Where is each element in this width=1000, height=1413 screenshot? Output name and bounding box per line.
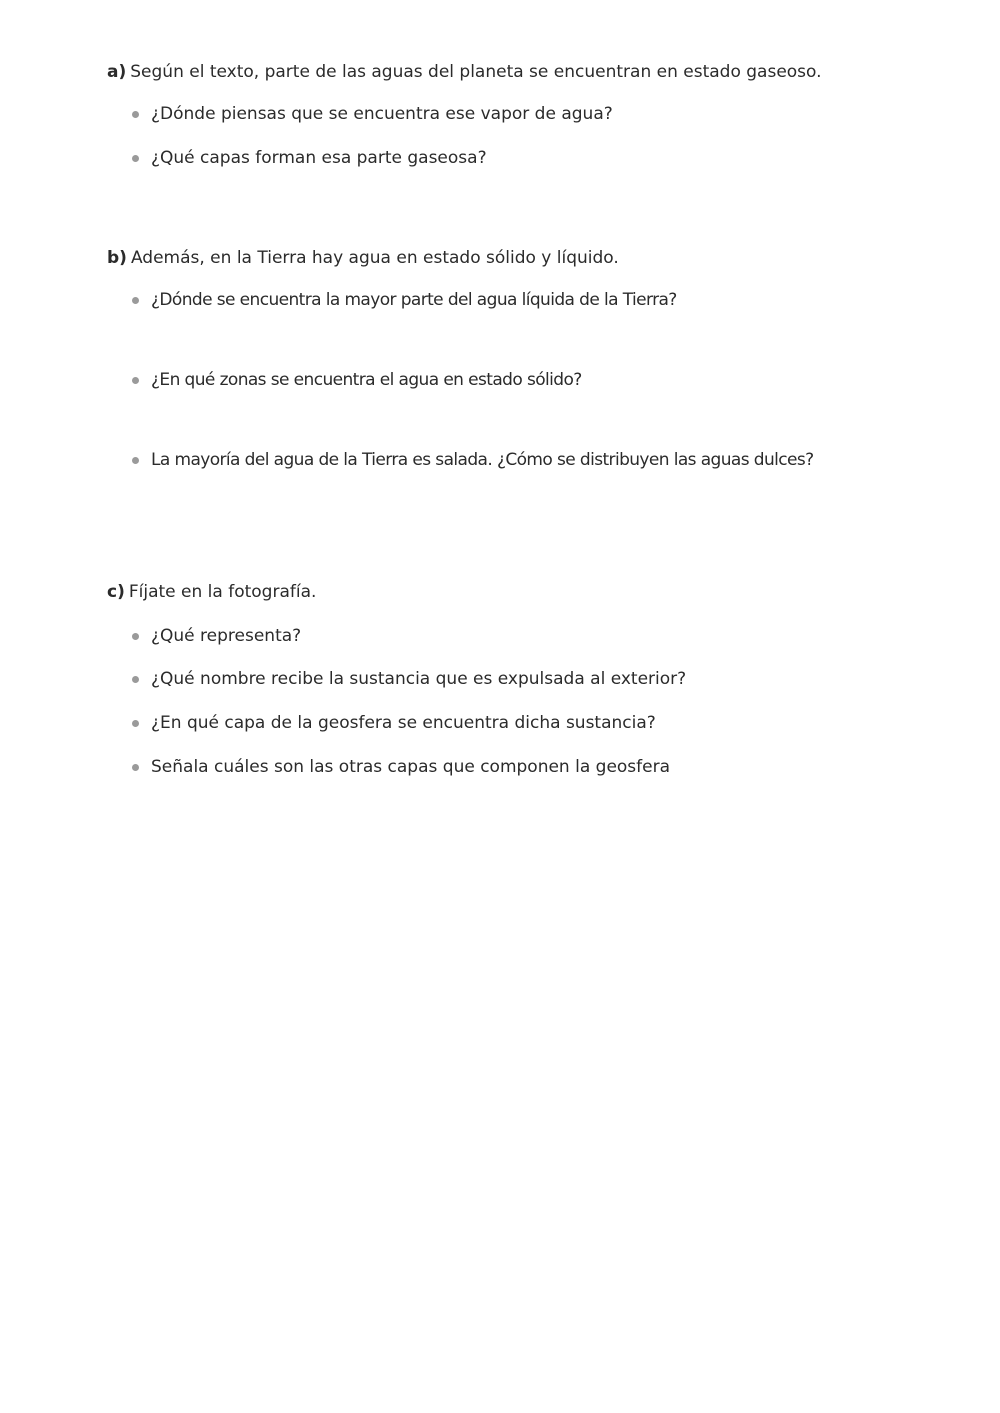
question-text: ¿Dónde piensas que se encuentra ese vapor de agua? xyxy=(151,104,613,124)
question-item xyxy=(151,625,301,647)
question-item xyxy=(151,289,677,311)
bullet-icon xyxy=(132,633,139,640)
question-text: ¿En qué zonas se encuentra el agua en estado sólido? xyxy=(151,370,582,390)
question-text: ¿Qué representa? xyxy=(151,626,302,646)
question-text: ¿Dónde se encuentra la mayor parte del agua líquida de la Tierra? xyxy=(151,290,677,310)
section-b xyxy=(107,247,967,470)
bullet-icon xyxy=(132,764,139,771)
question-text: ¿En qué capa de la geosfera se encuentra dicha sustancia? xyxy=(151,713,656,733)
bullet-icon xyxy=(132,155,139,162)
question-item xyxy=(151,668,686,690)
section-letter: b) xyxy=(107,248,127,268)
bullet-icon xyxy=(132,676,139,683)
section-c-header xyxy=(107,581,967,603)
question-item xyxy=(151,147,487,169)
question-text: ¿Qué nombre recibe la sustancia que es expulsada al exterior? xyxy=(151,669,687,689)
question-item xyxy=(151,756,670,778)
question-item xyxy=(151,369,582,391)
section-intro: Según el texto, parte de las aguas del planeta se encuentran en estado gaseoso. xyxy=(130,62,822,82)
section-intro: Además, en la Tierra hay agua en estado sólido y líquido. xyxy=(130,248,619,268)
question-item xyxy=(151,103,613,125)
question-item xyxy=(151,712,656,734)
section-letter: c) xyxy=(107,582,125,602)
section-a-header xyxy=(107,61,967,83)
question-text: ¿Qué capas forman esa parte gaseosa? xyxy=(151,148,487,168)
bullet-icon xyxy=(132,457,139,464)
section-b-header xyxy=(107,247,967,269)
bullet-icon xyxy=(132,111,139,118)
bullet-icon xyxy=(132,720,139,727)
section-a xyxy=(107,61,967,168)
bullet-icon xyxy=(132,297,139,304)
section-c xyxy=(107,581,967,777)
question-item xyxy=(151,449,814,471)
bullet-icon xyxy=(132,377,139,384)
section-intro: Fíjate en la fotografía. xyxy=(128,582,317,602)
section-letter: a) xyxy=(107,62,127,82)
question-text: Señala cuáles son las otras capas que componen la geosfera xyxy=(151,757,671,777)
question-text: La mayoría del agua de la Tierra es salada. ¿Cómo se distribuyen las aguas dulces? xyxy=(151,450,814,470)
